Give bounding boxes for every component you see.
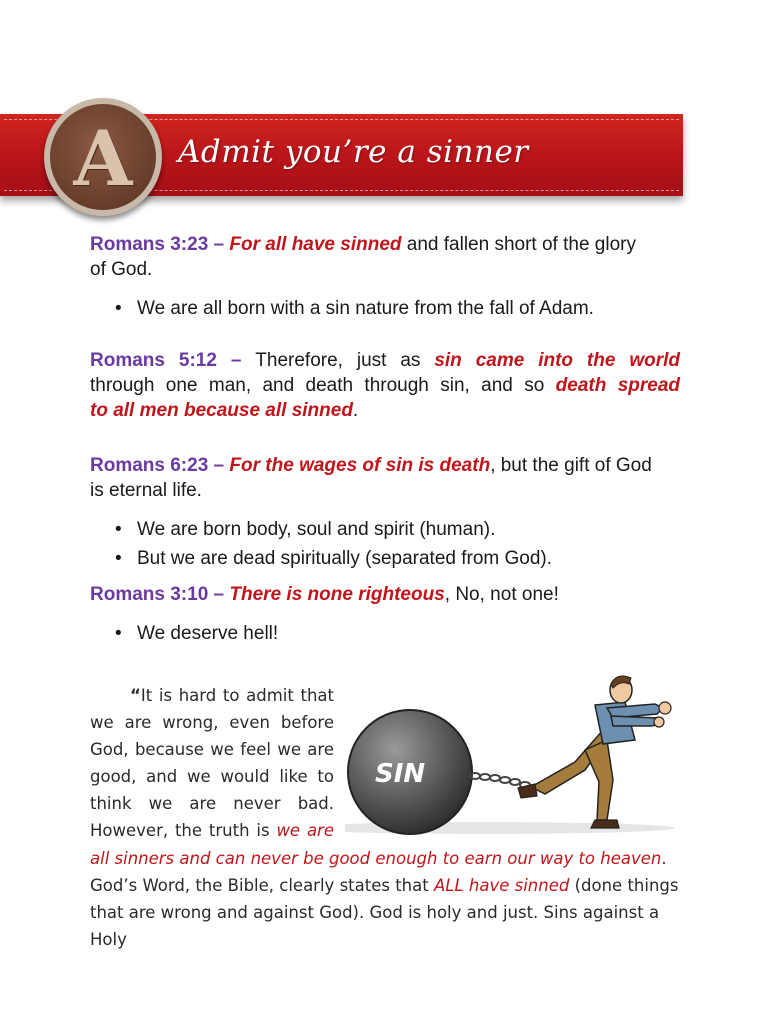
verse-reference: Romans 5:12 <box>90 350 217 371</box>
list-item <box>113 294 683 323</box>
verse-dash: – <box>216 350 256 371</box>
verse-emphasis: For the wages of sin is death <box>229 455 491 476</box>
verse-romans-3-23 <box>90 232 680 282</box>
letter-badge-inner <box>50 104 156 210</box>
ball-and-chain-illustration <box>345 670 690 845</box>
bullet-list-2 <box>113 515 683 573</box>
bullet-dot: • <box>115 298 122 319</box>
list-item <box>113 515 683 544</box>
badge-letter: A <box>73 114 133 203</box>
list-item-text: We are all born with a sin nature from the fall of Adam. <box>137 298 594 319</box>
quote-paragraph <box>90 682 334 844</box>
section-title: Admit you’re a sinner <box>178 134 529 170</box>
bullet-dot: • <box>115 548 122 569</box>
quote-line: (done things <box>569 876 679 895</box>
verse-text: . <box>352 400 359 421</box>
quote-line: However, the truth is <box>90 821 277 840</box>
quote-emphasis: all sinners and can never be good enough to earn our way to heaven <box>90 849 662 868</box>
chain <box>470 773 530 788</box>
verse-emphasis: death spread <box>555 375 680 396</box>
verse-text: , but the gift of God <box>490 455 652 476</box>
verse-emphasis: sin came into the world <box>434 350 680 371</box>
bullet-dot: • <box>115 519 122 540</box>
quote-line: that are wrong and against God). God is holy and just. Sins against a Holy <box>90 903 660 949</box>
ball-label: SIN <box>375 759 426 789</box>
verse-reference: Romans 3:23 <box>90 234 209 255</box>
verse-emphasis: For all have sinned <box>229 234 402 255</box>
quote-line: think we are never bad. <box>90 794 334 813</box>
verse-emphasis: There is none righteous <box>229 584 445 605</box>
verse-romans-6-23 <box>90 453 680 503</box>
quote-line: . <box>661 849 667 868</box>
quote-line: It is hard to admit that <box>140 686 334 705</box>
list-item-text: We deserve hell! <box>137 623 279 644</box>
verse-text: and fallen short of the glory <box>401 234 636 255</box>
verse-romans-5-12 <box>90 348 680 423</box>
quote-line: God, because we feel we are <box>90 740 334 759</box>
verse-dash: – <box>208 455 230 476</box>
man-figure <box>518 676 671 828</box>
verse-dash: – <box>208 584 230 605</box>
list-item-text: We are born body, soul and spirit (human). <box>137 519 496 540</box>
list-item-text: But we are dead spiritually (separated from God). <box>137 548 553 569</box>
quote-line: good, and we would like to <box>90 767 334 786</box>
quote-open-mark: “ <box>130 686 141 705</box>
verse-reference: Romans 3:10 <box>90 584 209 605</box>
verse-text: , No, not one! <box>444 584 559 605</box>
verse-text: Therefore, just as <box>255 350 435 371</box>
verse-dash: – <box>208 234 230 255</box>
list-item <box>113 619 683 648</box>
list-item <box>113 544 683 573</box>
verse-text-line2: of God. <box>90 259 153 280</box>
verse-romans-3-10 <box>90 582 680 607</box>
quote-emphasis: we are <box>276 821 334 840</box>
verse-emphasis: to all men because all sinned <box>90 400 353 421</box>
quote-emphasis: ALL have sinned <box>433 876 570 895</box>
letter-badge <box>44 98 162 216</box>
bullet-list-1 <box>113 294 683 323</box>
verse-text: through one man, and death through sin, and so <box>90 375 556 396</box>
verse-text-line2: is eternal life. <box>90 480 202 501</box>
bullet-dot: • <box>115 623 122 644</box>
quote-line: God’s Word, the Bible, clearly states that <box>90 876 434 895</box>
quote-line: we are wrong, even before <box>90 713 334 732</box>
bullet-list-3 <box>113 619 683 648</box>
quote-paragraph-full <box>90 845 682 953</box>
verse-reference: Romans 6:23 <box>90 455 209 476</box>
